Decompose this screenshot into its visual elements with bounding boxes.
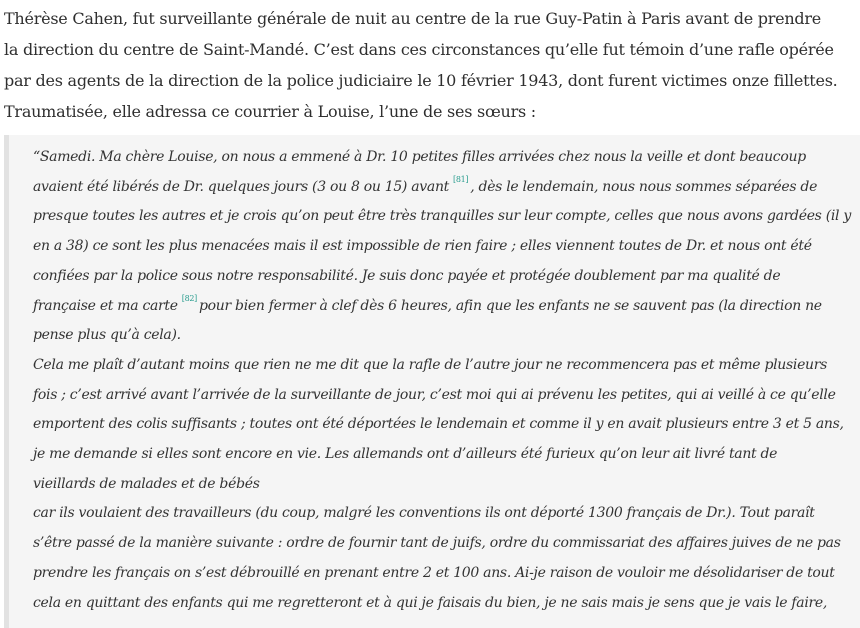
intro-line: Traumatisée, elle adressa ce courrier à Louise, l’une de ses sœurs : bbox=[4, 102, 536, 121]
footnote-ref-81[interactable]: [81] bbox=[453, 174, 469, 184]
intro-paragraph bbox=[4, 3, 854, 127]
quote-line: emportent des colis suffisants ; toutes ont été déportées le lendemain et comme il y en avait plusieurs entre 3 et 5 ans, bbox=[33, 416, 844, 433]
footnote-ref-82[interactable]: [82] bbox=[181, 293, 197, 303]
quote-text: pour bien fermer à clef dès 6 heures, afin que les enfants ne se sauvent pas (la direction ne bbox=[198, 297, 822, 314]
quote-line: s’être passé de la manière suivante : ordre de fournir tant de juifs, ordre du commissariat des affaires juives de ne pas bbox=[33, 535, 841, 552]
quote-line: confiées par la police sous notre responsabilité. Je suis donc payée et protégée doublement par ma qualité de bbox=[33, 267, 781, 284]
quote-line: presque toutes les autres et je crois qu’on peut être très tranquilles sur leur compte, celles que nous avons gardées (il y bbox=[33, 208, 851, 225]
quote-line: prendre les français on s’est débrouillé en prenant entre 2 et 100 ans. Ai-je raison de vouloir me désolidariser de tout bbox=[33, 564, 835, 581]
quote-line bbox=[33, 292, 843, 322]
quote-line: car ils voulaient des travailleurs (du coup, malgré les conventions ils ont déporté 1300 français de Dr.). Tout paraît bbox=[33, 505, 815, 522]
quote-line bbox=[33, 173, 843, 203]
quote-text: française et ma carte bbox=[33, 297, 178, 314]
quote-line: pense plus qu’à cela). bbox=[33, 327, 181, 344]
quote-line: je me demande si elles sont encore en vie. Les allemands ont d’ailleurs été furieux qu’on leur ait livré tant de bbox=[33, 446, 778, 463]
intro-line: par des agents de la direction de la police judiciaire le 10 février 1943, dont furent victimes onze fillettes. bbox=[4, 71, 838, 90]
quote-line: Cela me plaît d’autant moins que rien ne me dit que la rafle de l’autre jour ne recommencera pas et même plusieurs bbox=[33, 356, 828, 373]
quote-line: fois ; c’est arrivé avant l’arrivée de la surveillante de jour, c’est moi qui ai prévenu les petites, qui ai veillé à ce qu’elle bbox=[33, 386, 836, 403]
quote-line: vieillards de malades et de bébés bbox=[33, 475, 260, 492]
quote-text: avaient été libérés de Dr. quelques jours (3 ou 8 ou 15) avant bbox=[33, 178, 449, 195]
quote-line: en a 38) ce sont les plus menacées mais il est impossible de rien faire ; elles viennent toutes de Dr. et nous ont été bbox=[33, 238, 812, 255]
intro-line: la direction du centre de Saint-Mandé. C’est dans ces circonstances qu’elle fut témoin d’une rafle opérée bbox=[4, 40, 834, 59]
quote-line: cela en quittant des enfants qui me regretteront et à qui je faisais du bien, je ne sais mais je sens que je vais le faire, bbox=[33, 594, 828, 611]
letter-text bbox=[33, 143, 851, 618]
letter-blockquote bbox=[4, 135, 860, 628]
quote-line: “Samedi. Ma chère Louise, on nous a emmené à Dr. 10 petites filles arrivées chez nous la veille et dont beaucoup bbox=[33, 149, 806, 165]
quote-text: , dès le lendemain, nous nous sommes séparées de bbox=[470, 178, 818, 195]
intro-line: Thérèse Cahen, fut surveillante générale de nuit au centre de la rue Guy-Patin à Paris avant de prendre bbox=[4, 9, 822, 28]
